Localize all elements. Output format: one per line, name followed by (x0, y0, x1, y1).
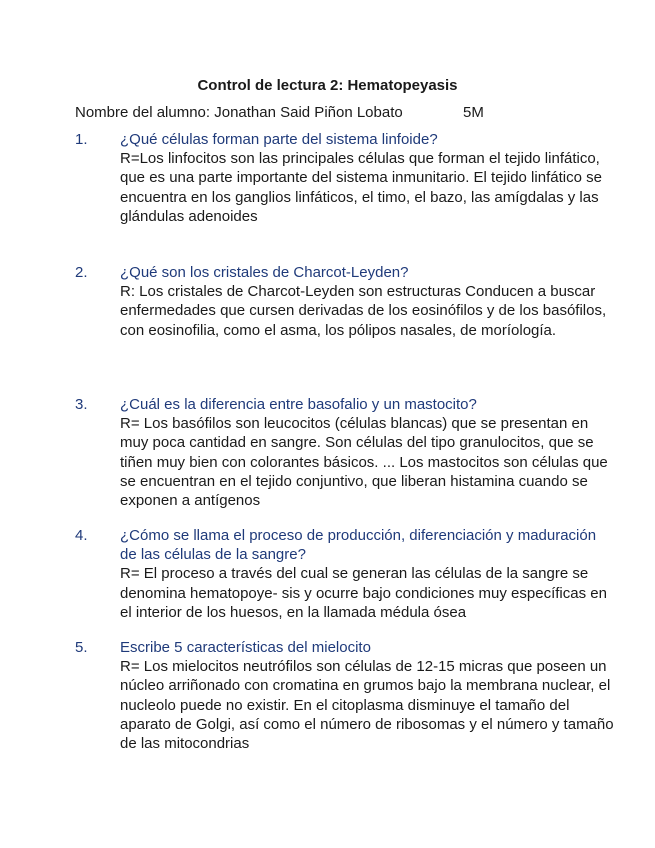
question-text: Escribe 5 características del mielocito (120, 639, 371, 656)
student-name: Nombre del alumno: Jonathan Said Piñon Lobato (75, 104, 403, 121)
question-text: ¿Cómo se llama el proceso de producción, diferenciación y maduración de las células de la sangre? (120, 527, 597, 564)
question-item-4 (75, 526, 615, 622)
document-title: Control de lectura 2: Hematopeyasis (197, 77, 458, 94)
question-number: 4. (75, 527, 88, 544)
student-info (75, 103, 484, 122)
answer-text: R= El proceso a través del cual se generan las células de la sangre se denomina hematopoye- sis y ocurre bajo condiciones muy específicas en el interior de los huesos, en la llamada médula ósea (120, 565, 607, 621)
question-item-1 (75, 130, 615, 226)
question-text: ¿Cuál es la diferencia entre basofalio y un mastocito? (120, 396, 477, 413)
question-item-2 (75, 263, 615, 340)
student-group: 5M (463, 104, 484, 121)
question-text: ¿Qué células forman parte del sistema linfoide? (120, 131, 438, 148)
answer-text: R= Los mielocitos neutrófilos son células de 12-15 micras que poseen un núcleo arriñonado con cromatina en grumos bajo la membrana nuclear, el nucleolo puede no existir. En el citoplasma disminuye el tamaño del aparato de Golgi, así como el número de ribosomas y el número y tamaño de las mitocondrias (120, 658, 614, 753)
question-number: 1. (75, 131, 88, 148)
question-number: 2. (75, 264, 88, 281)
answer-text: R= Los basófilos son leucocitos (células blancas) que se presentan en muy poca cantidad en sangre. Son células del tipo granulocitos, que se tiñen muy bien con colorantes básicos. ... Los mastocitos son células que se encuentran en el tejido conjuntivo, que liberan histamina cuando se exponen a antígenos (120, 415, 608, 510)
answer-text: R: Los cristales de Charcot-Leyden son estructuras Conducen a buscar enfermedades que cursen derivadas de los eosinófilos y de los basófilos, con eosinofilia, como el asma, los pólipos nasales, de moríología. (120, 283, 607, 339)
question-number: 5. (75, 639, 88, 656)
question-number: 3. (75, 396, 88, 413)
question-text: ¿Qué son los cristales de Charcot-Leyden? (120, 264, 409, 281)
question-item-3 (75, 395, 615, 510)
question-item-5 (75, 638, 615, 753)
answer-text: R=Los linfocitos son las principales células que forman el tejido linfático, que es una parte importante del sistema inmunitario. El tejido linfático se encuentra en los ganglios linfáticos, el timo, el bazo, las amígdalas y las glándulas adenoides (120, 150, 602, 225)
